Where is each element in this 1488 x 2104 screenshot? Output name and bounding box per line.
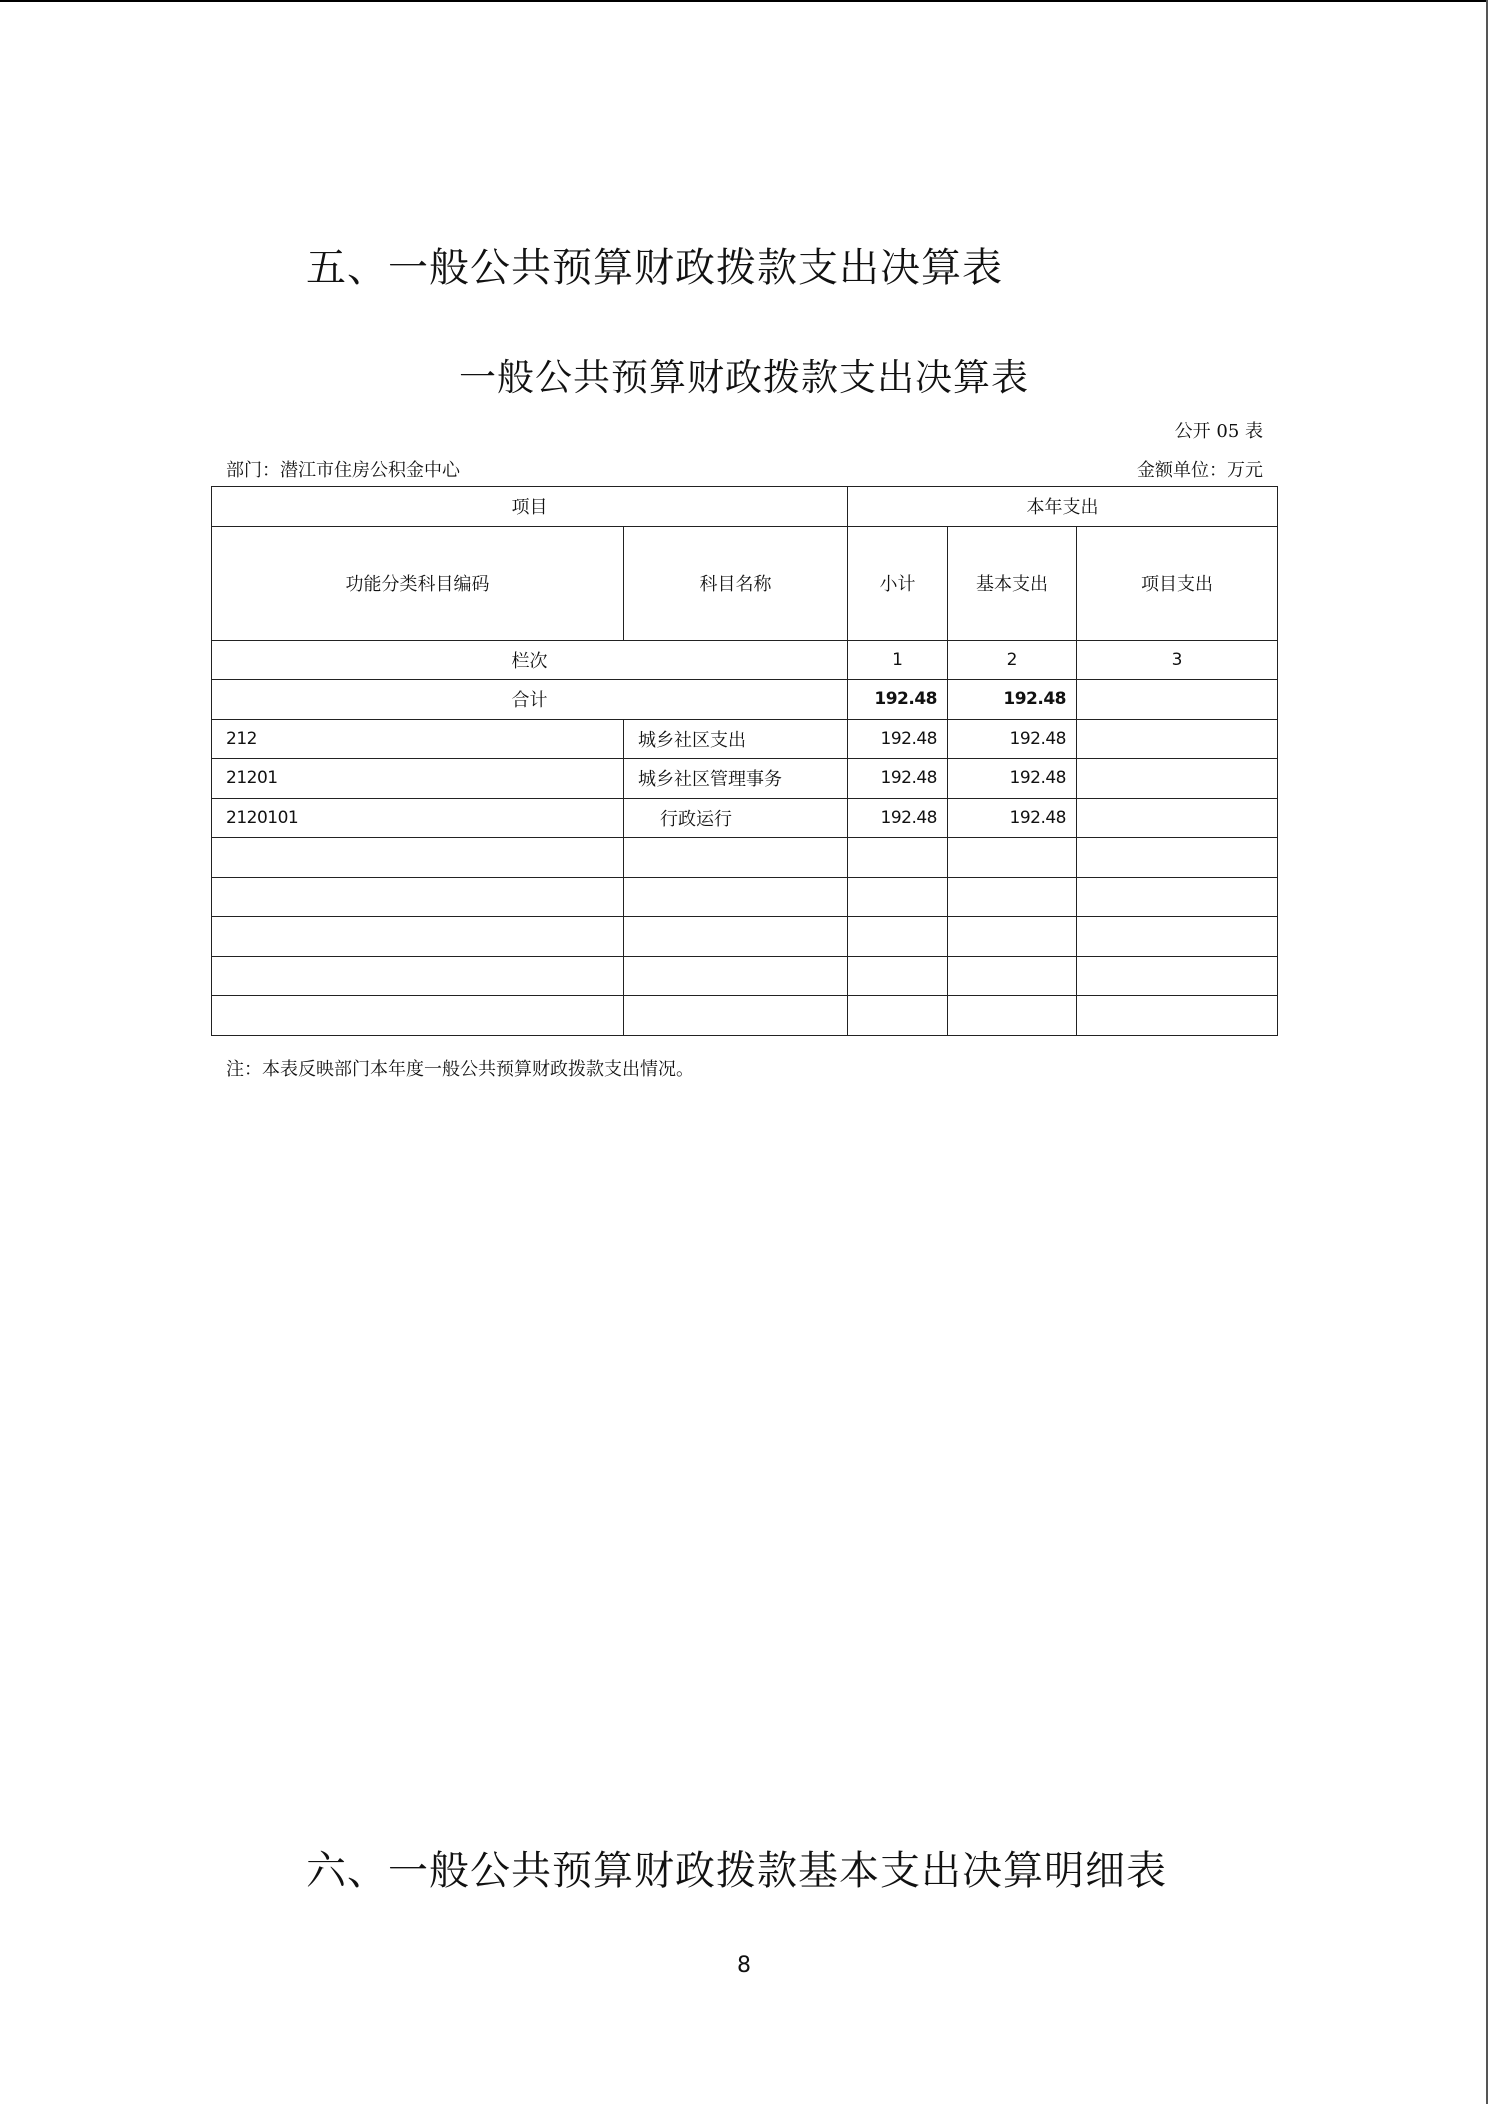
row-code: 21201	[212, 759, 624, 799]
unit-label: 金额单位：万元	[1137, 460, 1263, 481]
empty-cell	[624, 917, 848, 957]
total-subtotal: 192.48	[848, 680, 948, 720]
section-6-title: 六、一般公共预算财政拨款基本支出决算明细表	[306, 1848, 1167, 1894]
empty-cell	[848, 838, 948, 878]
department-label: 部门：潜江市住房公积金中心	[226, 460, 460, 481]
row-code: 2120101	[212, 798, 624, 838]
form-number: 公开 05 表	[1174, 421, 1263, 442]
total-basic: 192.48	[948, 680, 1077, 720]
empty-cell	[624, 996, 848, 1036]
row-project	[1077, 759, 1278, 799]
row-subtotal: 192.48	[848, 798, 948, 838]
empty-cell	[624, 838, 848, 878]
header-row-1	[212, 487, 1278, 527]
page-number: 8	[737, 1953, 751, 1978]
total-row	[212, 680, 1278, 720]
header-project: 项目支出	[1077, 526, 1278, 640]
row-subtotal: 192.48	[848, 719, 948, 759]
empty-row	[212, 917, 1278, 957]
empty-cell	[624, 877, 848, 917]
empty-cell	[1077, 917, 1278, 957]
section-5-title: 五、一般公共预算财政拨款支出决算表	[306, 245, 1003, 291]
row-name: 城乡社区支出	[624, 719, 848, 759]
empty-cell	[948, 838, 1077, 878]
header-basic: 基本支出	[948, 526, 1077, 640]
empty-cell	[848, 917, 948, 957]
empty-cell	[1077, 956, 1278, 996]
empty-cell	[948, 877, 1077, 917]
row-basic: 192.48	[948, 759, 1077, 799]
empty-row	[212, 877, 1278, 917]
row-name: 城乡社区管理事务	[624, 759, 848, 799]
column-order-label: 栏次	[212, 640, 848, 680]
row-code: 212	[212, 719, 624, 759]
row-project	[1077, 798, 1278, 838]
row-basic: 192.48	[948, 798, 1077, 838]
column-order-row	[212, 640, 1278, 680]
table-note: 注：本表反映部门本年度一般公共预算财政拨款支出情况。	[226, 1059, 694, 1080]
empty-cell	[848, 956, 948, 996]
empty-cell	[948, 917, 1077, 957]
row-name: 行政运行	[624, 798, 848, 838]
empty-cell	[948, 996, 1077, 1036]
column-index-2: 2	[948, 640, 1077, 680]
row-project	[1077, 719, 1278, 759]
empty-row	[212, 838, 1278, 878]
empty-cell	[624, 956, 848, 996]
column-index-3: 3	[1077, 640, 1278, 680]
total-project	[1077, 680, 1278, 720]
empty-cell	[848, 996, 948, 1036]
empty-cell	[212, 917, 624, 957]
row-basic: 192.48	[948, 719, 1077, 759]
table-row	[212, 798, 1278, 838]
table-title: 一般公共预算财政拨款支出决算表	[459, 356, 1029, 399]
row-subtotal: 192.48	[848, 759, 948, 799]
empty-cell	[1077, 996, 1278, 1036]
empty-row	[212, 996, 1278, 1036]
empty-cell	[212, 996, 624, 1036]
expenditure-table	[211, 486, 1278, 1036]
total-label: 合计	[212, 680, 848, 720]
empty-cell	[212, 956, 624, 996]
header-item: 项目	[212, 487, 848, 527]
header-code: 功能分类科目编码	[212, 526, 624, 640]
empty-cell	[212, 877, 624, 917]
column-index-1: 1	[848, 640, 948, 680]
header-subtotal: 小计	[848, 526, 948, 640]
empty-cell	[948, 956, 1077, 996]
empty-cell	[848, 877, 948, 917]
header-name: 科目名称	[624, 526, 848, 640]
header-current-year: 本年支出	[848, 487, 1278, 527]
empty-cell	[212, 838, 624, 878]
table-row	[212, 719, 1278, 759]
empty-row	[212, 956, 1278, 996]
table-row	[212, 759, 1278, 799]
header-row-2	[212, 526, 1278, 640]
empty-cell	[1077, 877, 1278, 917]
top-border-line	[0, 0, 1488, 2]
empty-cell	[1077, 838, 1278, 878]
